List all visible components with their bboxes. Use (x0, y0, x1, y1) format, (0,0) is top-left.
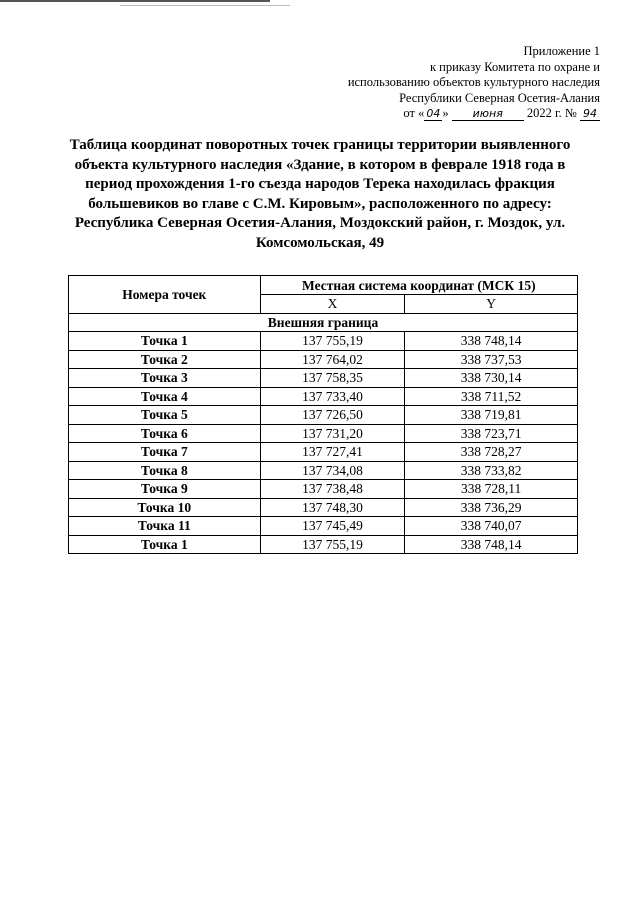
y-value: 338 711,52 (405, 387, 578, 406)
table-row (69, 406, 578, 425)
header-coordinate-system: Местная система координат (МСК 15) (260, 276, 577, 295)
y-value: 338 728,11 (405, 480, 578, 499)
table-row (69, 350, 578, 369)
order-number: 94 (580, 107, 600, 121)
point-name: Точка 1 (69, 332, 261, 351)
y-value: 338 737,53 (405, 350, 578, 369)
point-name: Точка 1 (69, 535, 261, 554)
header-points: Номера точек (69, 276, 261, 314)
table-row (69, 498, 578, 517)
point-name: Точка 11 (69, 517, 261, 536)
point-name: Точка 8 (69, 461, 261, 480)
y-value: 338 730,14 (405, 369, 578, 388)
table-row (69, 369, 578, 388)
table-row (69, 424, 578, 443)
y-value: 338 736,29 (405, 498, 578, 517)
header-y: Y (405, 295, 578, 314)
appendix-line: использованию объектов культурного наследия (347, 75, 600, 89)
scan-edge-line (0, 0, 270, 2)
y-value: 338 719,81 (405, 406, 578, 425)
appendix-line: к приказу Комитета по охране и (429, 59, 600, 74)
date-prefix: от « (403, 106, 425, 120)
header-x: X (260, 295, 405, 314)
x-value: 137 727,41 (260, 443, 405, 462)
y-value: 338 748,14 (405, 535, 578, 554)
date-year: 2022 г. № (526, 106, 577, 120)
point-name: Точка 10 (69, 498, 261, 517)
x-value: 137 734,08 (260, 461, 405, 480)
y-value: 338 740,07 (405, 517, 578, 536)
x-value: 137 745,49 (260, 517, 405, 536)
appendix-block (280, 44, 600, 122)
x-value: 137 748,30 (260, 498, 405, 517)
point-name: Точка 5 (69, 406, 261, 425)
date-month: июня (452, 107, 524, 121)
date-day: 04 (426, 107, 441, 120)
date-mid: » (442, 106, 449, 120)
y-value: 338 748,14 (405, 332, 578, 351)
y-value: 338 723,71 (405, 424, 578, 443)
point-name: Точка 9 (69, 480, 261, 499)
point-name: Точка 3 (69, 369, 261, 388)
scan-edge-line (120, 5, 290, 6)
point-name: Точка 6 (69, 424, 261, 443)
x-value: 137 733,40 (260, 387, 405, 406)
table-row (69, 517, 578, 536)
y-value: 338 733,82 (405, 461, 578, 480)
table-row (69, 443, 578, 462)
point-name: Точка 7 (69, 443, 261, 462)
x-value: 137 758,35 (260, 369, 405, 388)
table-row (69, 480, 578, 499)
x-value: 137 764,02 (260, 350, 405, 369)
appendix-line: Республики Северная Осетия-Алания (399, 90, 600, 105)
point-name: Точка 4 (69, 387, 261, 406)
appendix-line: Приложение 1 (523, 44, 600, 58)
x-value: 137 731,20 (260, 424, 405, 443)
point-name: Точка 2 (69, 350, 261, 369)
order-date-line (280, 106, 600, 122)
x-value: 137 726,50 (260, 406, 405, 425)
x-value: 137 755,19 (260, 332, 405, 351)
coordinates-table (68, 275, 578, 554)
table-row (69, 387, 578, 406)
table-row (69, 461, 578, 480)
x-value: 137 738,48 (260, 480, 405, 499)
x-value: 137 755,19 (260, 535, 405, 554)
section-outer-boundary: Внешняя граница (69, 313, 578, 332)
y-value: 338 728,27 (405, 443, 578, 462)
table-row (69, 332, 578, 351)
document-title: Таблица координат поворотных точек границы территории выявленного объекта культурного наследия «Здание, в котором в феврале 1918 года в период прохождения 1-го съезда народов Терека находилась фракция большевиков во главе с С.М. Кировым», расположенного по адресу: Республика Северная Осетия-Алания, Моздокский район, г. Моздок, ул. Комсомольская, 49 (69, 137, 571, 251)
table-row (69, 535, 578, 554)
